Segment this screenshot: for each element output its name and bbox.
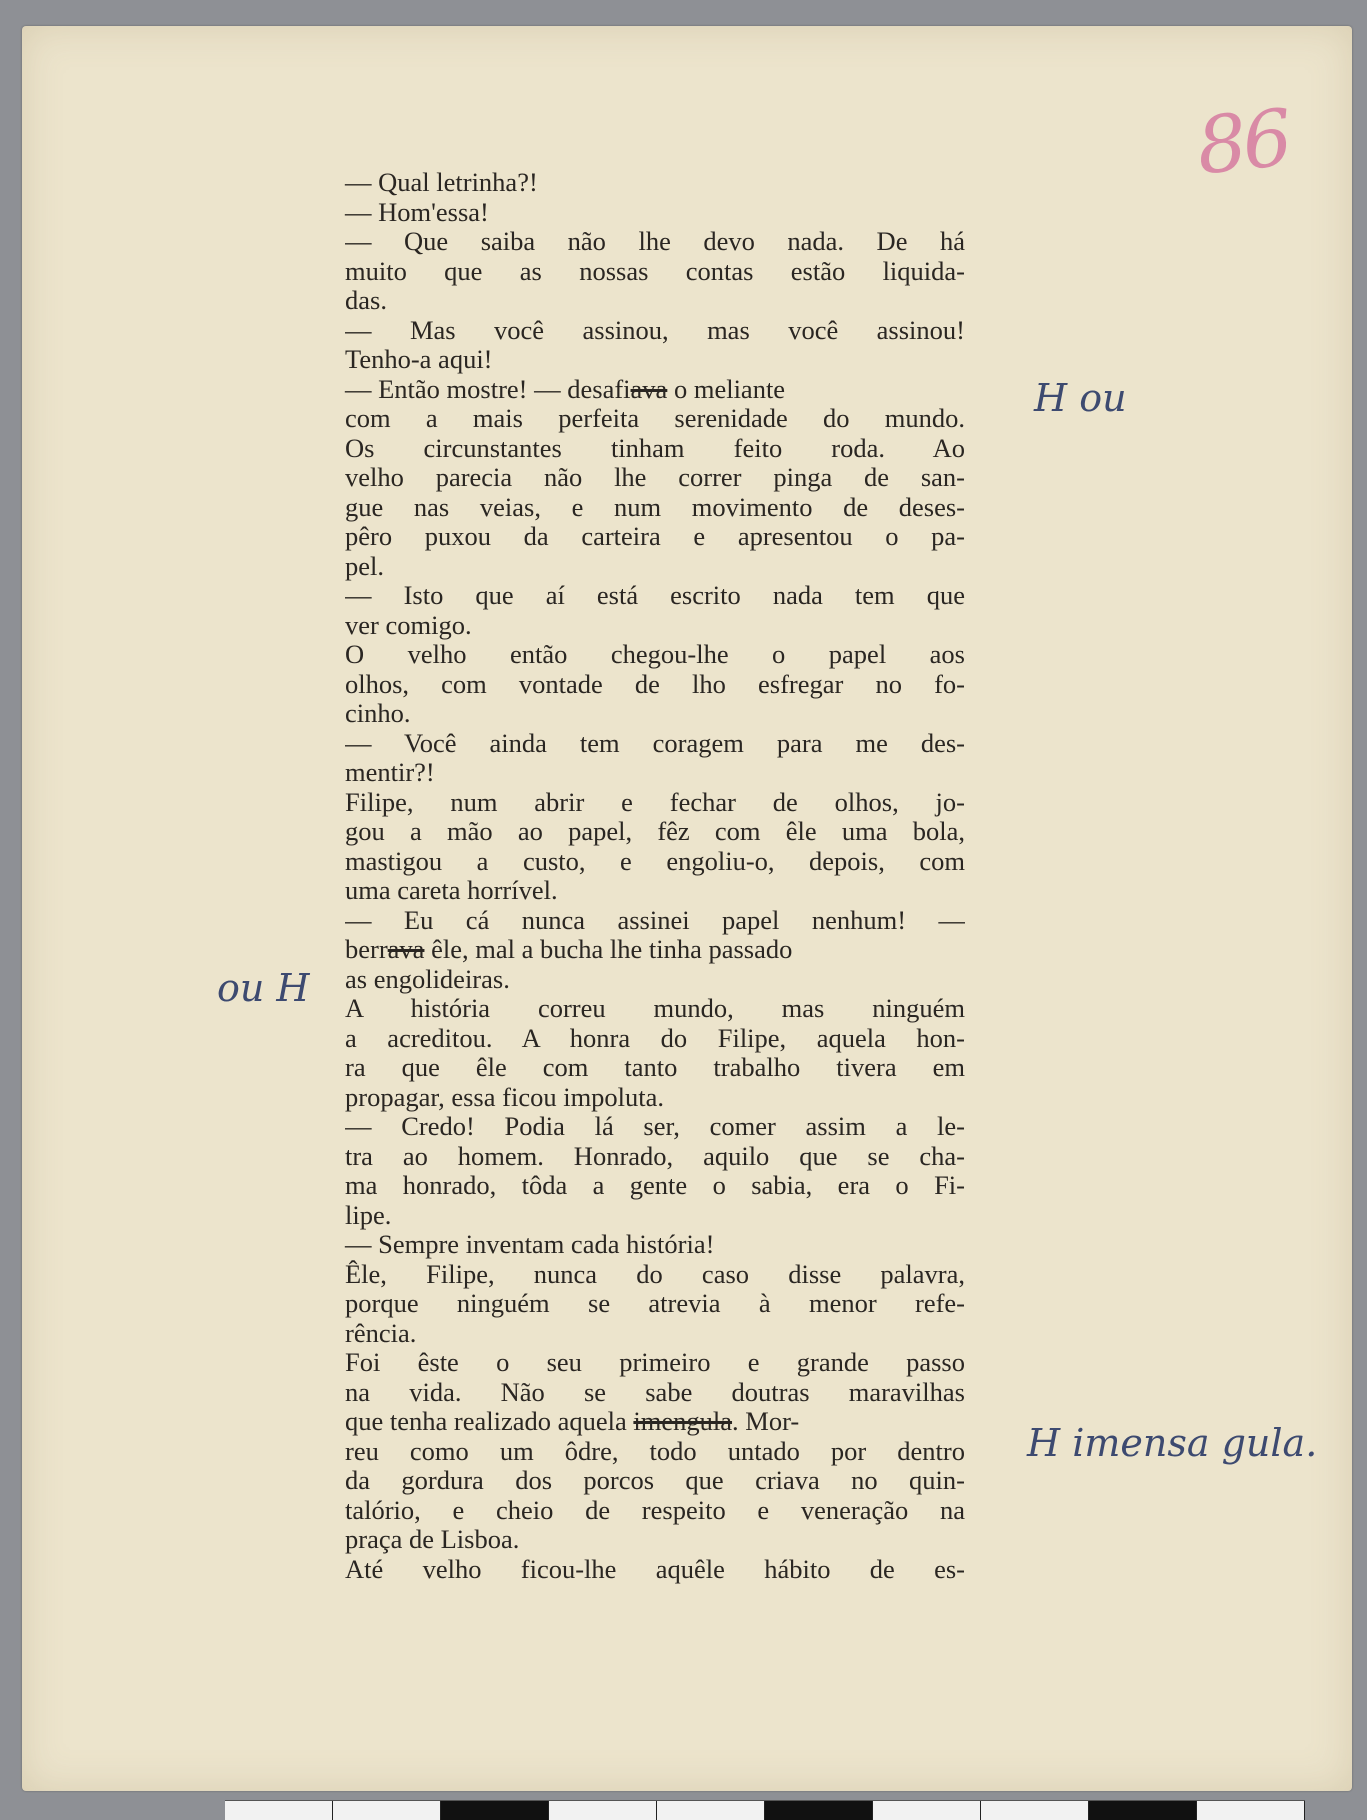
scale-segment xyxy=(1197,1801,1305,1820)
text-line: ver comigo. xyxy=(345,609,472,640)
text-line: olhos, com vontade de lho esfregar no fo- xyxy=(345,669,965,699)
text-line: — Mas você assinou, mas você assinou! xyxy=(345,315,965,345)
text-line: — Qual letrinha?! xyxy=(345,167,538,197)
text-line: — Sempre inventam cada história! xyxy=(345,1229,715,1259)
text-line: cinho. xyxy=(345,698,411,728)
text-line: rência. xyxy=(345,1317,417,1348)
scale-segment xyxy=(333,1801,441,1820)
text-line: reu como um ôdre, todo untado por dentro xyxy=(345,1436,965,1466)
text-line: uma careta horrível. xyxy=(345,875,558,905)
struck-text: ava xyxy=(630,373,668,404)
page-number: 86 xyxy=(1192,93,1293,193)
text-line xyxy=(345,935,965,965)
margin-note-left: ou H xyxy=(217,966,310,1010)
text-line: — Você ainda tem coragem para me des- xyxy=(345,728,965,758)
text-line: lipe. xyxy=(345,1199,392,1230)
text-line: velho parecia não lhe correr pinga de san- xyxy=(345,463,965,492)
text-line: ma honrado, tôda a gente o sabia, era o Fi- xyxy=(345,1171,965,1200)
text-line: ra que êle com tanto trabalho tivera em xyxy=(345,1053,965,1082)
text-line xyxy=(345,375,965,405)
text-fragment: — Então mostre! — desafi xyxy=(345,373,631,404)
scale-segment xyxy=(1089,1801,1197,1820)
struck-text: imengula xyxy=(633,1406,733,1436)
text-line: pel. xyxy=(345,550,384,581)
text-line: Êle, Filipe, nunca do caso disse palavra, xyxy=(345,1259,965,1289)
scale-segment xyxy=(549,1801,657,1820)
text-line: O velho então chegou-lhe o papel aos xyxy=(345,640,965,669)
text-fragment: . Mor- xyxy=(732,1406,800,1436)
scale-segment xyxy=(981,1801,1089,1820)
margin-note-right-bottom: H imensa gula. xyxy=(1027,1421,1318,1465)
text-line: pêro puxou da carteira e apresentou o pa- xyxy=(345,522,965,551)
text-line: tra ao homem. Honrado, aquilo que se cha- xyxy=(345,1141,965,1171)
text-column xyxy=(345,168,965,1584)
text-line: porque ninguém se atrevia à menor refe- xyxy=(345,1289,965,1318)
text-line: na vida. Não se sabe doutras maravilhas xyxy=(345,1377,965,1407)
text-line: — Isto que aí está escrito nada tem que xyxy=(345,581,965,610)
text-line: praça de Lisboa. xyxy=(345,1524,520,1554)
text-line: — Hom'essa! xyxy=(345,196,489,227)
text-line: mentir?! xyxy=(345,757,435,787)
text-line: Até velho ficou-lhe aquêle hábito de es- xyxy=(345,1554,965,1584)
text-line: das. xyxy=(345,285,387,315)
text-line: Os circunstantes tinham feito roda. Ao xyxy=(345,433,965,463)
text-line: com a mais perfeita serenidade do mundo. xyxy=(345,404,965,433)
scale-segment xyxy=(873,1801,981,1820)
text-fragment: êle, mal a bucha lhe tinha passado xyxy=(424,934,793,964)
text-line: da gordura dos porcos que criava no quin- xyxy=(345,1466,965,1495)
text-line: Foi êste o seu primeiro e grande passo xyxy=(345,1348,965,1377)
text-line: as engolideiras. xyxy=(345,963,510,994)
text-line: propagar, essa ficou impoluta. xyxy=(345,1081,665,1112)
text-line: mastigou a custo, e engoliu-o, depois, com xyxy=(345,846,965,876)
text-line: a acreditou. A honra do Filipe, aquela hon- xyxy=(345,1023,965,1053)
text-line: talório, e cheio de respeito e veneração na xyxy=(345,1495,965,1525)
scale-segment xyxy=(657,1801,765,1820)
text-fragment: berr xyxy=(345,934,388,964)
text-line: Filipe, num abrir e fechar de olhos, jo- xyxy=(345,787,965,817)
scale-segment xyxy=(441,1801,549,1820)
text-line: — Eu cá nunca assinei papel nenhum! — xyxy=(345,905,965,935)
scan-scale-bar xyxy=(225,1800,1305,1820)
margin-note-right-top: H ou xyxy=(1034,376,1127,420)
text-line: — Que saiba não lhe devo nada. De há xyxy=(345,227,965,256)
text-line: A história correu mundo, mas ninguém xyxy=(345,994,965,1023)
text-line: gou a mão ao papel, fêz com êle uma bola, xyxy=(345,817,965,846)
text-fragment: que tenha realizado aquela xyxy=(345,1406,634,1436)
text-line: Tenho-a aqui! xyxy=(345,344,493,374)
struck-text: ava xyxy=(387,934,425,964)
text-fragment: o meliante xyxy=(667,373,786,404)
scale-segment xyxy=(765,1801,873,1820)
text-line: — Credo! Podia lá ser, comer assim a le- xyxy=(345,1112,965,1141)
text-line xyxy=(345,1407,965,1437)
text-line: muito que as nossas contas estão liquida- xyxy=(345,256,965,286)
text-line: gue nas veias, e num movimento de deses- xyxy=(345,492,965,522)
scale-segment xyxy=(225,1801,333,1820)
